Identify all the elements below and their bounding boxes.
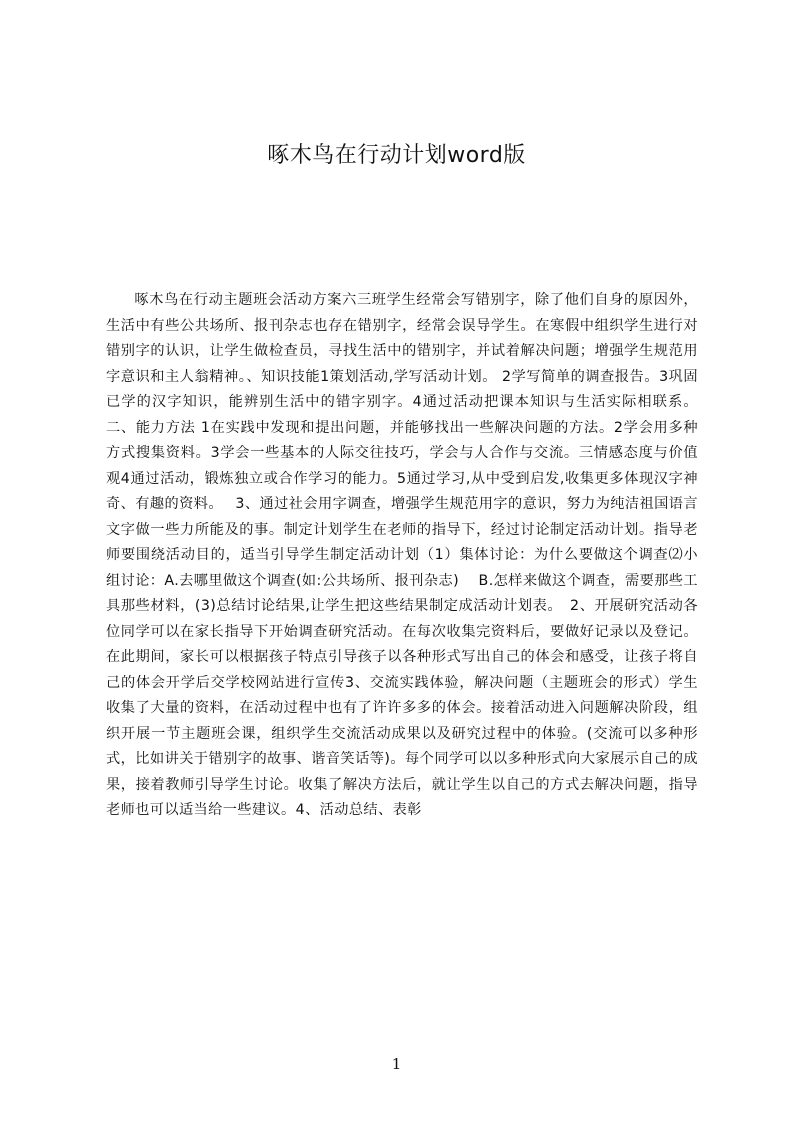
- document-title: 啄木鸟在行动计划word版: [267, 143, 526, 168]
- body-paragraph: 啄木鸟在行动主题班会活动方案六三班学生经常会写错别字，除了他们自身的原因外，生活中有些公共场所、报刊杂志也存在错别字，经常会误导学生。在寒假中组织学生进行对错别字的认识，让学生做检查员，寻找生活中的错别字，并试着解决问题；增强学生规范用字意识和主人翁精神。、知识技能1策划活动,学写活动计划。 2学写简单的调查报告。3巩固已学的汉字知识，能辨别生活中的错字别字。4通过活动把课本知识与生活实际相联系。二、能力方法 1在实践中发现和提出问题，并能够找出一些解决问题的方法。2学会用多种方式搜集资料。3学会一些基本的人际交往技巧，学会与人合作与交流。三情感态度与价值观4通过活动，锻炼独立或合作学习的能力。5通过学习,从中受到启发,收集更多体现汉字神奇、有趣的资料。 3、通过社会用字调查，增强学生规范用字的意识，努力为纯洁祖国语言文字做一些力所能及的事。制定计划学生在老师的指导下，经过讨论制定活动计划。指导老师要围绕活动目的，适当引导学生制定活动计划（1）集体讨论：为什么要做这个调查⑵小组讨论：A.去哪里做这个调查(如:公共场所、报刊杂志) B.怎样来做这个调查，需要那些工具那些材料，(3)总结讨论结果,让学生把这些结果制定成活动计划表。 2、开展研究活动各位同学可以在家长指导下开始调查研究活动。在每次收集完资料后，要做好记录以及登记。在此期间，家长可以根据孩子特点引导孩子以各种形式写出自己的体会和感受，让孩子将自己的体会开学后交学校网站进行宣传3、交流实践体验，解决问题（主题班会的形式）学生收集了大量的资料，在活动过程中也有了许许多多的体会。接着活动进入问题解决阶段，组织开展一节主题班会课，组织学生交流活动成果以及研究过程中的体验。(交流可以多种形式，比如讲关于错别字的故事、谐音笑话等)。每个同学可以以多种形式向大家展示自己的成果，接着教师引导学生讨论。收集了解决方法后，就让学生以自己的方式去解决问题，指导老师也可以适当给一些建议。4、活动总结、表彰: [106, 292, 698, 818]
- page-number: 1: [391, 1055, 402, 1073]
